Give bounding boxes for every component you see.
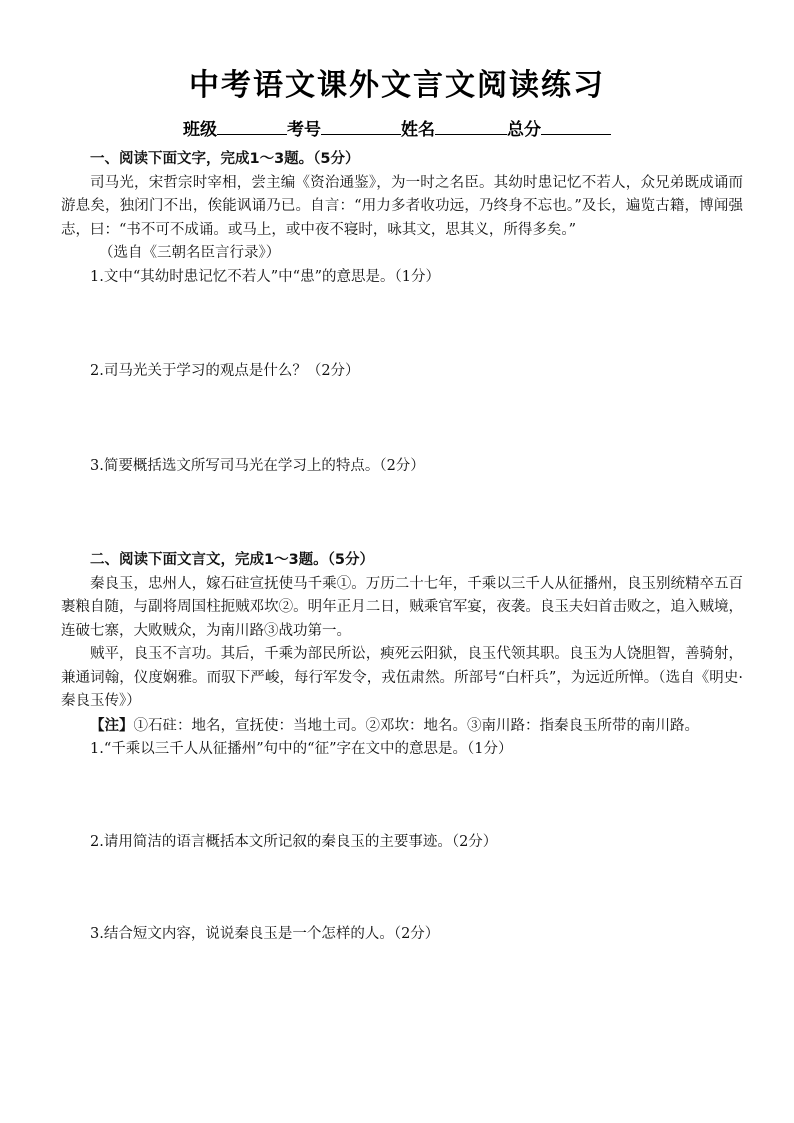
section-1-question-2: 2.司马光关于学习的观点是什么？（2分） <box>90 363 360 379</box>
section-1-source: （选自《三朝名臣言行录》） <box>99 245 281 261</box>
section-1 <box>61 148 743 549</box>
section-2-note <box>61 714 743 739</box>
section-2-heading: 二、阅读下面文言文，完成1～3题。（5分） <box>90 552 375 568</box>
class-label: 班级 <box>183 120 217 140</box>
answer-space[interactable] <box>61 762 743 831</box>
student-info-line <box>0 115 794 140</box>
answer-space[interactable] <box>61 478 743 549</box>
score-label: 总分 <box>507 120 541 140</box>
note-text: ①石砫：地名，宣抚使：当地土司。②邓坎：地名。③南川路：指秦良玉所带的南川路。 <box>133 717 699 734</box>
answer-space[interactable] <box>61 854 743 923</box>
page-title: 中考语文课外文言文阅读练习 <box>189 68 605 103</box>
answer-space[interactable] <box>61 289 743 360</box>
section-1-question-3: 3.简要概括选文所写司马光在学习上的特点。（2分） <box>90 457 425 474</box>
section-2-question-2: 2.请用简洁的语言概括本文所记叙的秦良玉的主要事迹。（2分） <box>90 833 498 850</box>
section-2 <box>61 549 743 947</box>
section-2-passage-1: 秦良玉，忠州人，嫁石砫宣抚使马千乘①。万历二十七年，千乘以三千人从征播州，良玉别统精卒五百裹粮自随，与副将周国柱扼贼邓坎②。明年正月二日，贼乘官军宴，夜袭。良玉夫妇首击败之，追入贼境，连破七寨，大败贼众，为南川路③战功第一。 <box>61 575 743 639</box>
class-blank[interactable] <box>217 118 287 135</box>
exam-no-blank[interactable] <box>321 118 401 135</box>
worksheet-content <box>61 148 743 947</box>
exam-no-label: 考号 <box>287 120 321 140</box>
section-1-passage: 司马光，宋哲宗时宰相，尝主编《资治通鉴》，为一时之名臣。其幼时患记忆不若人，众兄弟既成诵而游息矣，独闭门不出，俟能讽诵乃已。自言：“用力多者收功远，乃终身不忘也。”及长，遍览古籍，博闻强志，曰：“书不可不成诵。或马上，或中夜不寝时，咏其文，思其义，所得多矣。” <box>61 174 743 238</box>
note-label: 【注】 <box>90 716 134 734</box>
score-blank[interactable] <box>541 118 611 135</box>
section-2-question-3: 3.结合短文内容，说说秦良玉是一个怎样的人。（2分） <box>90 926 440 942</box>
section-1-question-1: 1.文中“其幼时患记忆不若人”中“患”的意思是。（1分） <box>90 268 440 285</box>
answer-space[interactable] <box>61 384 743 455</box>
name-label: 姓名 <box>401 120 435 140</box>
section-2-passage-2: 贼平，良玉不言功。其后，千乘为部民所讼，瘐死云阳狱，良玉代领其职。良玉为人饶胆智，善骑射，兼通词翰，仪度娴雅。而驭下严峻，每行军发令，戎伍肃然。所部号“白杆兵”，为远近所惮。（选自《明史·秦良玉传》） <box>61 646 743 709</box>
name-blank[interactable] <box>435 118 507 135</box>
section-1-heading: 一、阅读下面文字，完成1～3题。（5分） <box>90 151 360 167</box>
section-2-question-1: 1.“千乘以三千人从征播州”句中的“征”字在文中的意思是。（1分） <box>90 741 513 757</box>
